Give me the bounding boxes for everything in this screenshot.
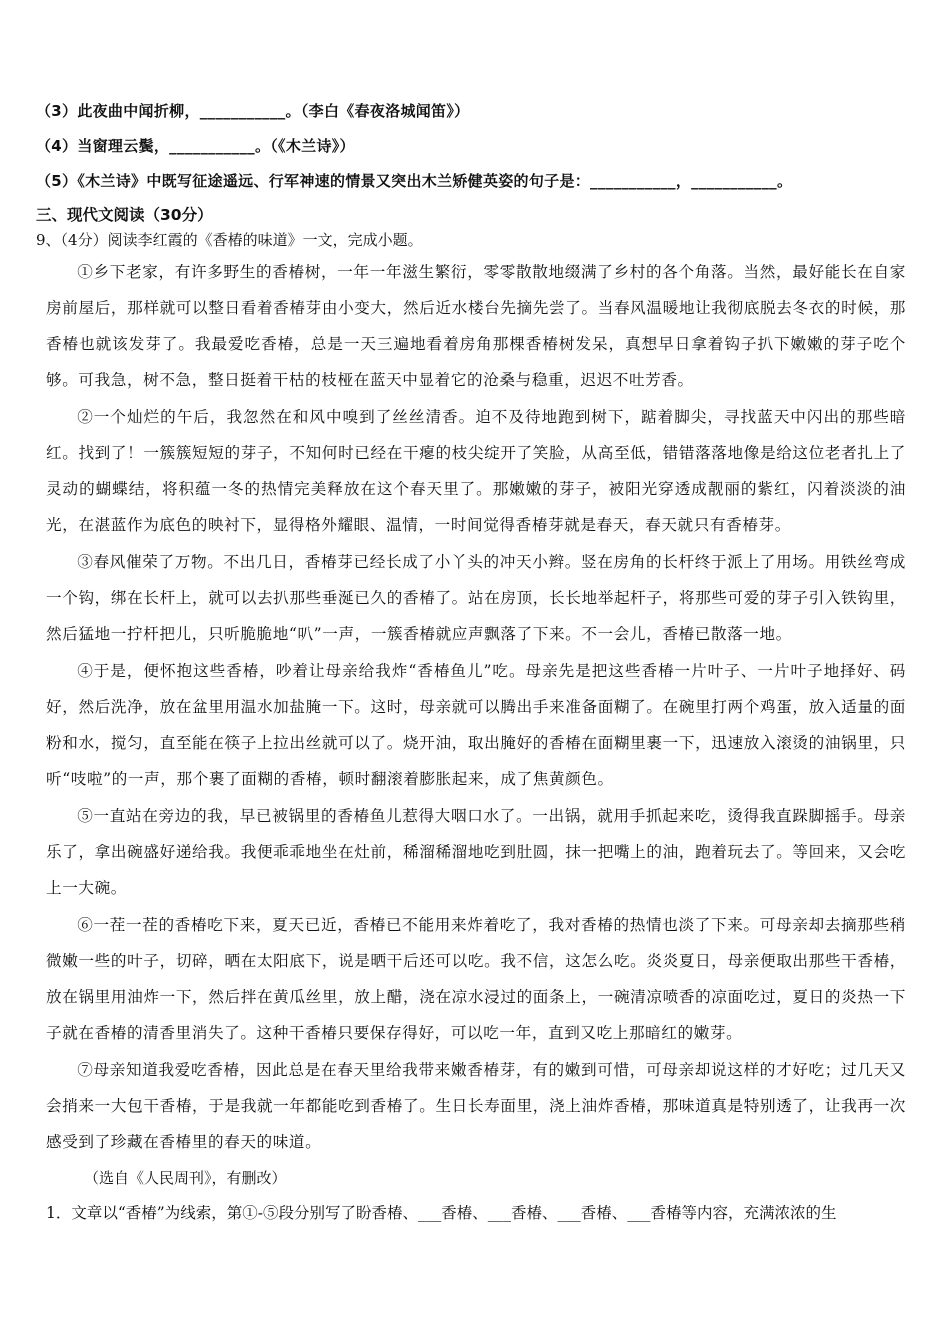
question-9-prompt: 9、（4分）阅读李红霞的《香椿的味道》一文，完成小题。 — [36, 231, 423, 249]
article-paragraph-6: ⑥一茬一茬的香椿吃下来，夏天已近，香椿已不能用来炸着吃了，我对香椿的热情也淡了下来。可母亲却去摘那些稍微嫩一些的叶子，切碎，晒在太阳底下，说是晒干后还可以吃。我不信，这怎么吃。炎炎夏日，母亲便取出那些干香椿，放在锅里用油炸一下，然后拌在黄瓜丝里，放上醋，浇在凉水浸过的面条上，一碗清凉喷香的凉面吃过，夏日的炎热一下子就在香椿的清香里消失了。这种干香椿只要保存得好，可以吃一年，直到又吃上那暗红的嫩芽。 — [46, 916, 906, 1042]
fill-in-question-5: （5）《木兰诗》中既写征途遥远、行军神速的情景又突出木兰矫健英姿的句子是：___________，___________。 — [36, 172, 793, 190]
article-paragraph-4: ④于是，便怀抱这些香椿，吵着让母亲给我炸“香椿鱼儿”吃。母亲先是把这些香椿一片叶子、一片叶子地择好、码好，然后洗净，放在盆里用温水加盐腌一下。这时，母亲就可以腾出手来准备面糊了。在碗里打两个鸡蛋，放入适量的面粉和水，搅匀，直至能在筷子上拉出丝就可以了。烧开油，取出腌好的香椿在面糊里裹一下，迅速放入滚烫的油锅里，只听“吱啦”的一声，那个裹了面糊的香椿，顿时翻滚着膨胀起来，成了焦黄颜色。 — [46, 662, 906, 788]
sub-question-1: 1．文章以“香椿”为线索，第①-⑤段分别写了盼香椿、___香椿、___香椿、___香椿、___香椿等内容，充满浓浓的生 — [46, 1204, 837, 1222]
article-paragraph-1: ①乡下老家，有许多野生的香椿树，一年一年滋生繁衍，零零散散地缀满了乡村的各个角落。当然，最好能长在自家房前屋后，那样就可以整日看着香椿芽由小变大，然后近水楼台先摘先尝了。当春风温暖地让我彻底脱去冬衣的时候，那香椿也就该发芽了。我最爱吃香椿，总是一天三遍地看着房角那棵香椿树发呆，真想早日拿着钩子扒下嫩嫩的芽子吃个够。可我急，树不急，整日挺着干枯的枝桠在蓝天中显着它的沧桑与稳重，迟迟不吐芳香。 — [46, 263, 906, 389]
article-paragraph-7: ⑦母亲知道我爱吃香椿，因此总是在春天里给我带来嫩香椿芽，有的嫩到可惜，可母亲却说这样的才好吃；过几天又会捎来一大包干香椿，于是我就一年都能吃到香椿了。生日长寿面里，浇上油炸香椿，那味道真是特别透了，让我再一次感受到了珍藏在香椿里的春天的味道。 — [46, 1061, 906, 1151]
article-paragraph-2: ②一个灿烂的午后，我忽然在和风中嗅到了丝丝清香。迫不及待地跑到树下，踮着脚尖，寻找蓝天中闪出的那些暗红。找到了！一簇簇短短的芽子，不知何时已经在干瘪的枝尖绽开了笑脸，从高至低，错错落落地像是给这位老者扎上了灵动的蝴蝶结，将积蕴一冬的热情完美释放在这个春天里了。那嫩嫩的芽子，被阳光穿透成靓丽的紫红，闪着淡淡的油光，在湛蓝作为底色的映衬下，显得格外耀眼、温情，一时间觉得香椿芽就是春天，春天就只有香椿芽。 — [46, 408, 906, 534]
article-source: （选自《人民周刊》，有删改） — [84, 1169, 287, 1187]
fill-in-question-3: （3）此夜曲中闻折柳，___________。（李白《春夜洛城闻笛》） — [36, 102, 470, 120]
article-paragraph-5: ⑤一直站在旁边的我，早已被锅里的香椿鱼儿惹得大咽口水了。一出锅，就用手抓起来吃，烫得我直跺脚摇手。母亲乐了，拿出碗盛好递给我。我便乖乖地坐在灶前，稀溜稀溜地吃到肚圆，抹一把嘴上的油，跑着玩去了。等回来，又会吃上一大碗。 — [46, 807, 906, 897]
section-title: 三、现代文阅读（30分） — [36, 206, 213, 224]
fill-in-question-4: （4）当窗理云鬓，___________。（《木兰诗》） — [36, 137, 355, 155]
article-paragraph-3: ③春风催荣了万物。不出几日，香椿芽已经长成了小丫头的冲天小辫。竖在房角的长杆终于派上了用场。用铁丝弯成一个钩，绑在长杆上，就可以去扒那些垂涎已久的香椿了。站在房顶，长长地举起杆子，将那些可爱的芽子引入铁钩里，然后猛地一拧杆把儿，只听脆脆地“叭”一声，一簇香椿就应声飘落了下来。不一会儿，香椿已散落一地。 — [46, 553, 906, 643]
